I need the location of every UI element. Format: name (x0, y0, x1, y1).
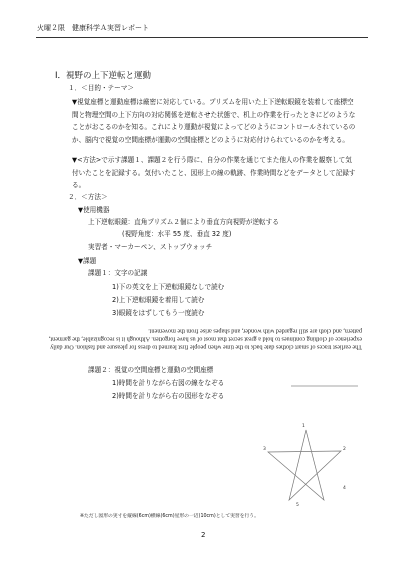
equipment-line-tools: 実習者・マーカーペン、ストップウォッチ (88, 243, 213, 251)
task2-step1: 1)時間を計りながら右図の線をなぞる (112, 379, 225, 387)
footnote: ※ただし図形の実寸を縦線(6cm)横線(6cm)星形の一辺(10cm)として実習を行う。 (80, 514, 259, 519)
task2-step2: 2)時間を計りながら右の図形をなぞる (112, 392, 225, 400)
star-shape (268, 430, 341, 500)
section-title: Ⅰ．視野の上下逆転と運動 (55, 71, 152, 81)
task1-step3: 3)眼鏡をはずしてもう一度読む (112, 309, 205, 317)
star-label-3: 3 (263, 447, 266, 452)
equipment-line-glasses: 上下逆転眼鏡：直角プリズム２個により垂直方向視野が逆転する (88, 218, 279, 226)
purpose-heading: １．＜目的・テーマ＞ (68, 84, 134, 92)
star-label-2: 2 (343, 447, 346, 452)
upside-down-english-text: The earliest traces of smart clothes date back to the time when people first learned to dress for pleasure and fashion. Our daily experience of clothing continues to hold a great secret that most of us have forgotten. Although it is recognizable, the garment, pattern, and cloth are still regarded with wonder, and shapes arise from the movement. (48, 327, 362, 351)
method-heading: ２．＜方法＞ (68, 193, 108, 201)
star-label-1: 1 (302, 424, 305, 429)
task1-step2: 2)上下逆転眼鏡を着用して読む (112, 296, 205, 304)
equipment-line-angles: (視野角度：水平 55 度、垂直 32 度) (122, 230, 232, 238)
task-heading: ▼課題 (78, 257, 97, 265)
purpose-paragraph: ▼視覚座標と運動座標は厳密に対応している。プリズムを用いた上下逆転眼鏡を装着して座標空間と物理空間の上下方向の対応関係を逆転させた状態で、机上の作業を行ったときにどのようなことがおこるのかを知る。これにより運動が視覚によってどのようにコントロールされているのか、脳内で視覚の空間座標が運動の空間座標とどのように対応付けられているのかを考える。 (72, 98, 356, 144)
method-note-paragraph: ▼<方法>で示す課題１、課題２を行う際に、自分の作業を通じてまた他人の作業を観察して気付いたことを記録する。気付いたこと、図形上の線の軌跡、作業時間などをデータとして記録する。 (72, 156, 356, 190)
star-label-5: 5 (296, 503, 299, 508)
equipment-heading: ▼使用機器 (78, 206, 110, 214)
page-number: 2 (201, 531, 206, 539)
task1-title: 課題１：文字の記譲 (88, 269, 148, 277)
task2-title: 課題２：視覚の空間座標と運動の空間座標 (88, 366, 214, 374)
report-header: 火曜２限 健康科学Ａ実習レポート (37, 24, 149, 32)
star-label-4: 4 (343, 486, 346, 491)
task1-step1: 1)下の英文を上下逆転眼鏡なしで読む (112, 283, 225, 291)
